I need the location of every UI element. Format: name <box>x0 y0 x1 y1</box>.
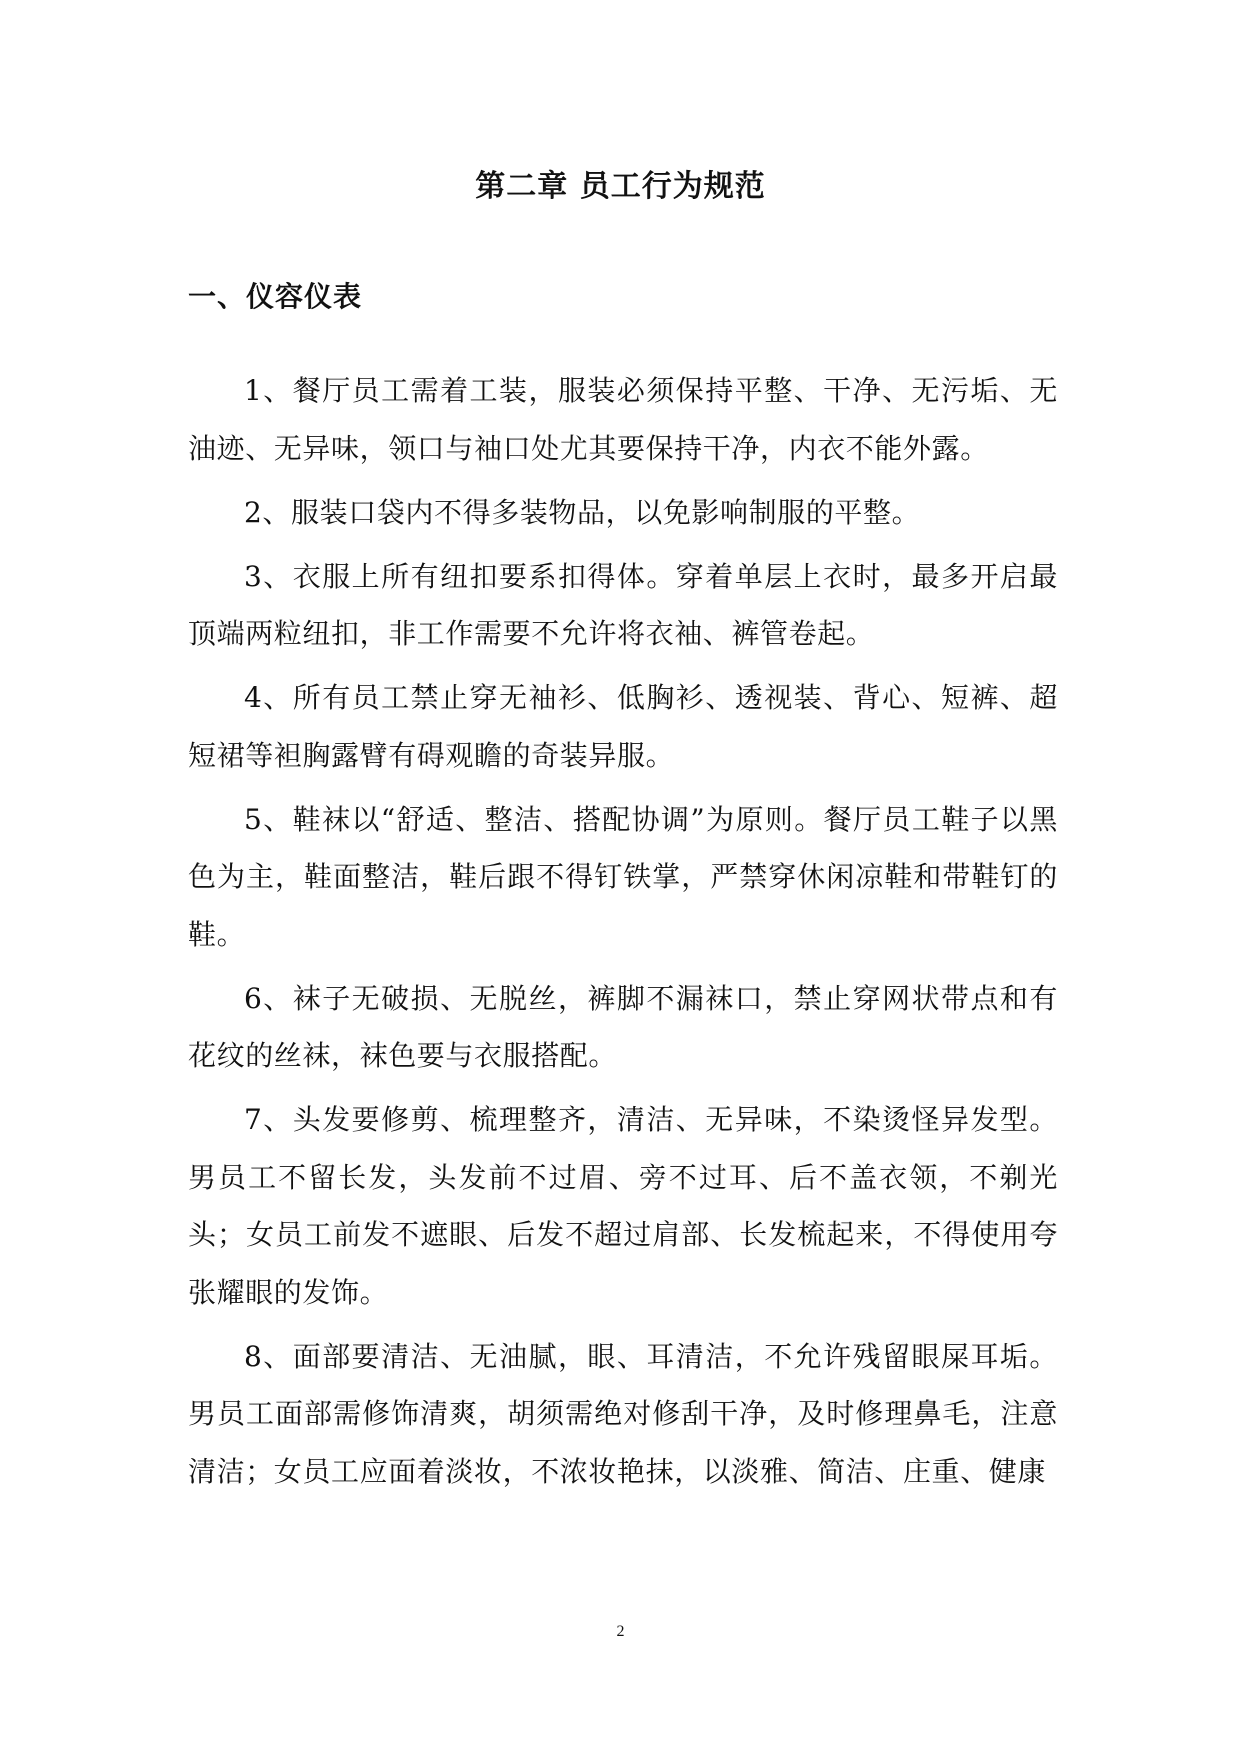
paragraph-8: 8、面部要清洁、无油腻，眼、耳清洁，不允许残留眼屎耳垢。男员工面部需修饰清爽，胡须需绝对修刮干净，及时修理鼻毛，注意清洁；女员工应面着淡妆，不浓妆艳抹，以淡雅、简洁、庄重、健康 <box>188 1339 1058 1488</box>
paragraph-7: 7、头发要修剪、梳理整齐，清洁、无异味，不染烫怪异发型。男员工不留长发，头发前不过眉、旁不过耳、后不盖衣领，不剃光头；女员工前发不遮眼、后发不超过肩部、长发梳起来，不得使用夸张耀眼的发饰。 <box>188 1103 1058 1309</box>
paragraph-6: 6、袜子无破损、无脱丝，裤脚不漏袜口，禁止穿网状带点和有花纹的丝袜，袜色要与衣服搭配。 <box>188 981 1058 1072</box>
section-heading: 一、仪容仪表 <box>188 280 363 313</box>
paragraph-4: 4、所有员工禁止穿无袖衫、低胸衫、透视装、背心、短裤、超短裙等袒胸露臂有碍观瞻的奇装异服。 <box>188 681 1058 772</box>
page-number: 2 <box>616 1623 625 1640</box>
paragraph-3: 3、衣服上所有纽扣要系扣得体。穿着单层上衣时，最多开启最顶端两粒纽扣，非工作需要不允许将衣袖、裤管卷起。 <box>188 559 1058 650</box>
paragraph-1: 1、餐厅员工需着工装，服装必须保持平整、干净、无污垢、无油迹、无异味，领口与袖口处尤其要保持干净，内衣不能外露。 <box>188 374 1058 465</box>
body-text <box>188 362 1058 1507</box>
paragraph-2: 2、服装口袋内不得多装物品，以免影响制服的平整。 <box>244 495 921 529</box>
paragraph-5: 5、鞋袜以“舒适、整洁、搭配协调”为原则。餐厅员工鞋子以黑色为主，鞋面整洁，鞋后跟不得钉铁掌，严禁穿休闲凉鞋和带鞋钉的鞋。 <box>188 802 1058 951</box>
chapter-title: 第二章 员工行为规范 <box>475 169 766 204</box>
